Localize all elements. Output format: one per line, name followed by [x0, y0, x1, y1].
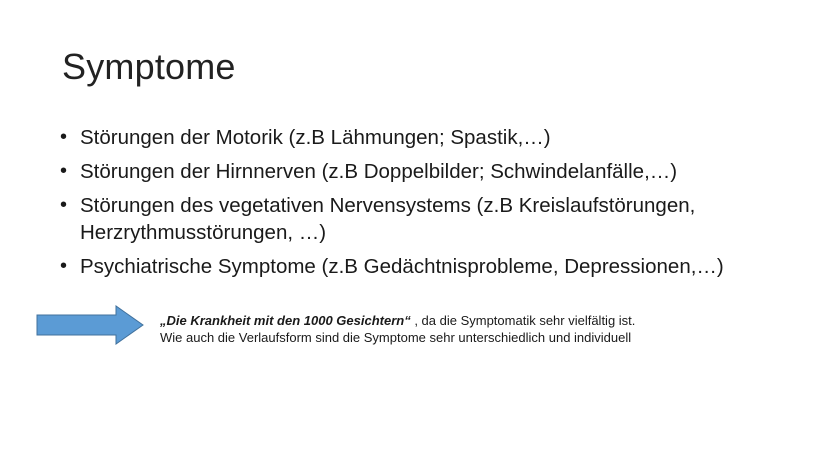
note-quote: „Die Krankheit mit den 1000 Gesichtern“ — [160, 313, 411, 328]
bullet-item — [60, 192, 800, 246]
bullet-dot: • — [60, 194, 68, 216]
note-text — [160, 312, 660, 346]
bullet-list — [60, 124, 800, 287]
slide-title: Symptome — [62, 46, 236, 87]
bullet-text: Störungen der Motorik (z.B Lähmungen; Spastik,…) — [80, 126, 551, 149]
arrow-shape — [37, 306, 143, 344]
bullet-item — [60, 124, 800, 151]
bullet-dot: • — [60, 255, 68, 277]
bullet-dot: • — [60, 126, 68, 148]
bullet-text: Störungen des vegetativen Nervensystems (z.B Kreislaufstörungen, — [80, 194, 696, 217]
bullet-item — [60, 253, 800, 280]
right-arrow-icon — [36, 305, 144, 345]
note-body: , da die Symptomatik sehr vielfältig ist. Wie auch die Verlaufsform sind die Symptome sehr unterschiedlich und individuell — [160, 313, 636, 345]
bullet-text: Störungen der Hirnnerven (z.B Doppelbilder; Schwindelanfälle,…) — [80, 160, 678, 183]
bullet-text-continuation: Herzrythmusstörungen, …) — [80, 221, 327, 244]
bullet-text: Psychiatrische Symptome (z.B Gedächtnisprobleme, Depressionen,…) — [80, 255, 724, 278]
bullet-item — [60, 158, 800, 185]
bullet-dot: • — [60, 160, 68, 182]
